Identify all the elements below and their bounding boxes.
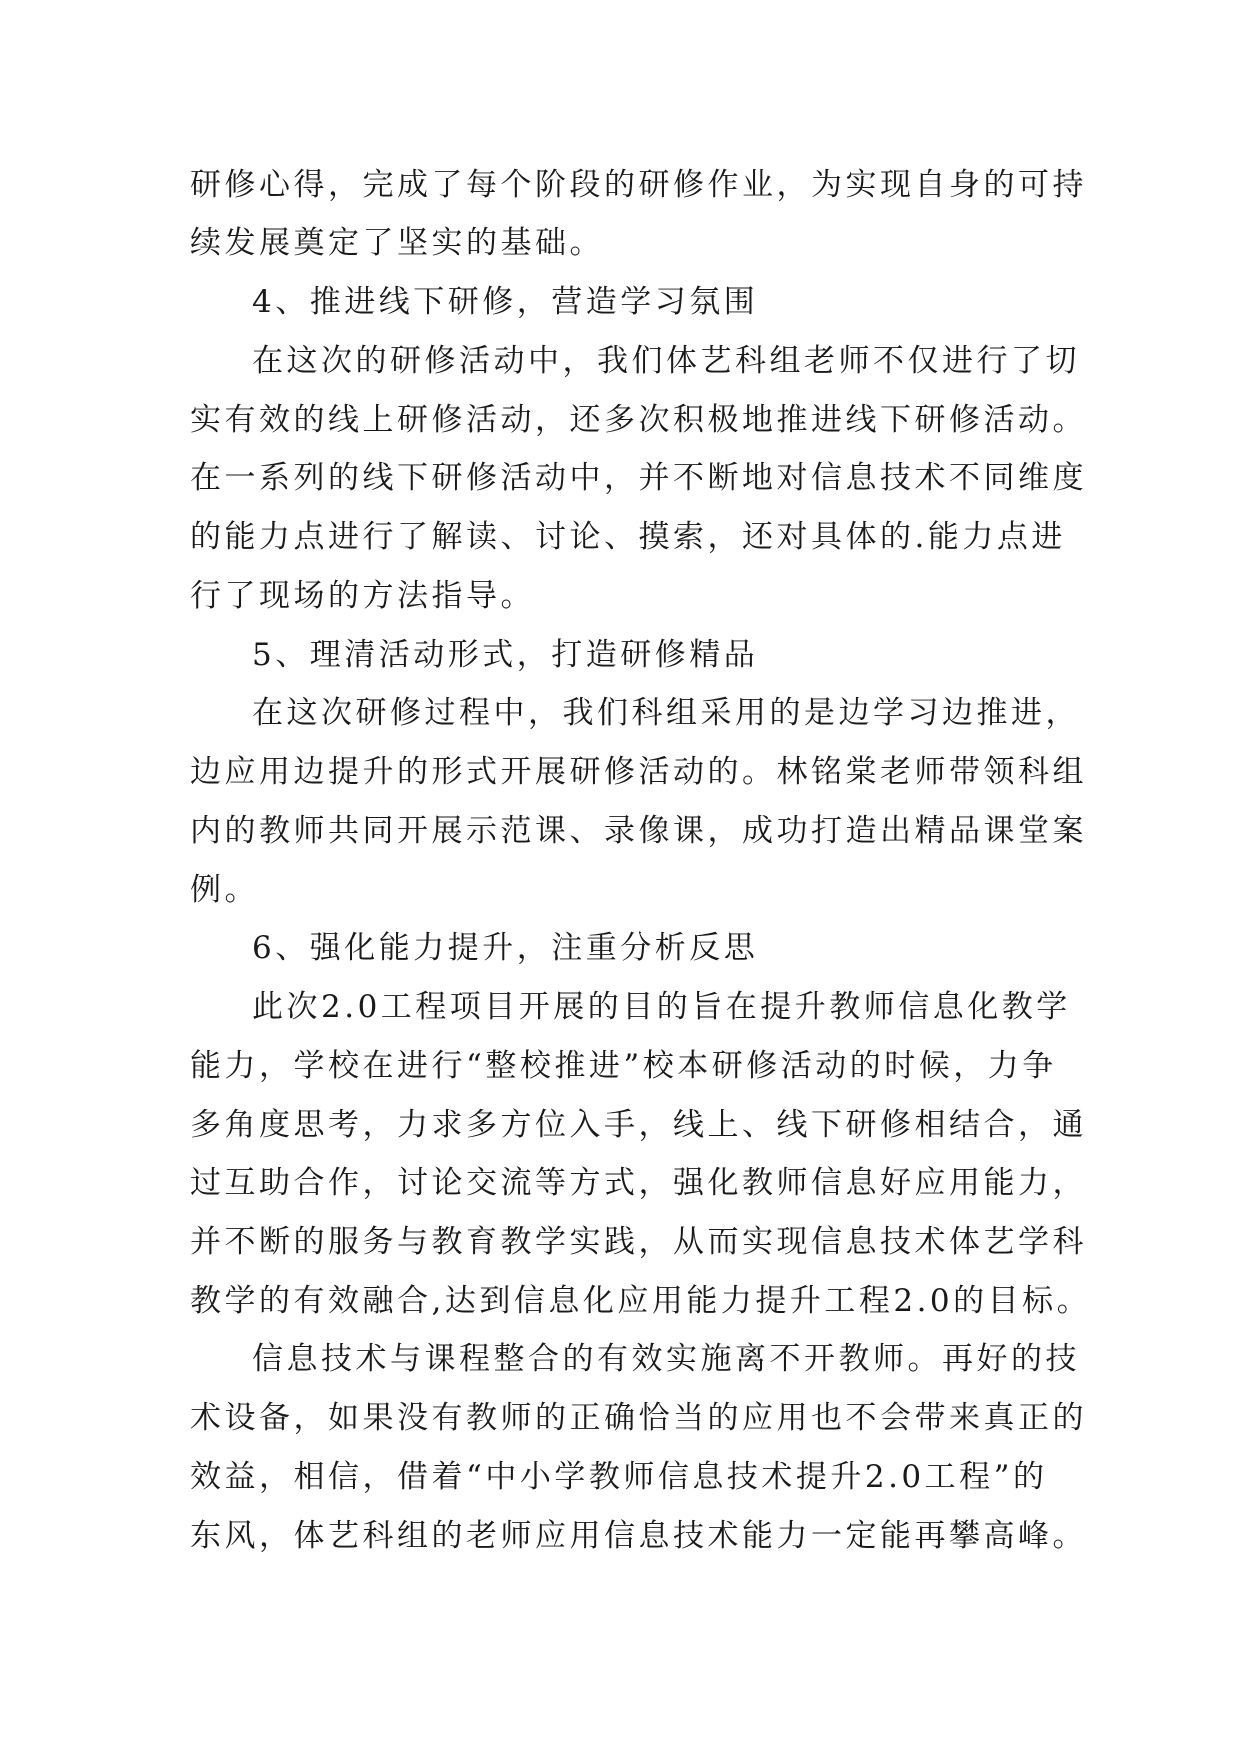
- text-line: 此次2.0工程项目开展的目的旨在提升教师信息化教学: [252, 989, 1071, 1025]
- text-line: 术设备，如果没有教师的正确恰当的应用也不会带来真正的: [190, 1400, 1087, 1436]
- text-line: 东风，体艺科组的老师应用信息技术能力一定能再攀高峰。: [190, 1518, 1087, 1554]
- text-line: 过互助合作，讨论交流等方式，强化教师信息好应用能力，: [190, 1165, 1087, 1201]
- section-heading: 4、推进线下研修，营造学习氛围: [252, 284, 759, 320]
- text-line: 多角度思考，力求多方位入手，线上、线下研修相结合，通: [190, 1107, 1087, 1143]
- text-line: 效益，相信，借着“中小学教师信息技术提升2.0工程”的: [190, 1459, 1048, 1495]
- text-line: 教学的有效融合,达到信息化应用能力提升工程2.0的目标。: [190, 1283, 1092, 1319]
- text-line: 在这次的研修活动中，我们体艺科组老师不仅进行了切: [252, 343, 1080, 379]
- section-heading: 6、强化能力提升，注重分析反思: [252, 930, 759, 966]
- text-line: 实有效的线上研修活动，还多次积极地推进线下研修活动。: [190, 402, 1087, 438]
- text-line: 内的教师共同开展示范课、录像课，成功打造出精品课堂案: [190, 813, 1087, 849]
- text-line: 的能力点进行了解读、讨论、摸索，还对具体的.能力点进: [190, 519, 1066, 555]
- text-line: 研修心得，完成了每个阶段的研修作业，为实现自身的可持: [190, 167, 1087, 203]
- text-line: 信息技术与课程整合的有效实施离不开教师。再好的技: [252, 1341, 1080, 1377]
- text-line: 边应用边提升的形式开展研修活动的。林铭棠老师带领科组: [190, 754, 1087, 790]
- text-line: 在一系列的线下研修活动中，并不断地对信息技术不同维度: [190, 460, 1087, 496]
- text-line: 能力，学校在进行“整校推进”校本研修活动的时候，力争: [190, 1048, 1057, 1084]
- text-line: 续发展奠定了坚实的基础。: [190, 225, 604, 261]
- text-line: 例。: [190, 872, 259, 908]
- section-heading: 5、理清活动形式，打造研修精品: [252, 637, 759, 673]
- text-line: 在这次研修过程中，我们科组采用的是边学习边推进，: [252, 695, 1080, 731]
- text-line: 行了现场的方法指导。: [190, 578, 535, 614]
- text-line: 并不断的服务与教育教学实践，从而实现信息技术体艺学科: [190, 1224, 1087, 1260]
